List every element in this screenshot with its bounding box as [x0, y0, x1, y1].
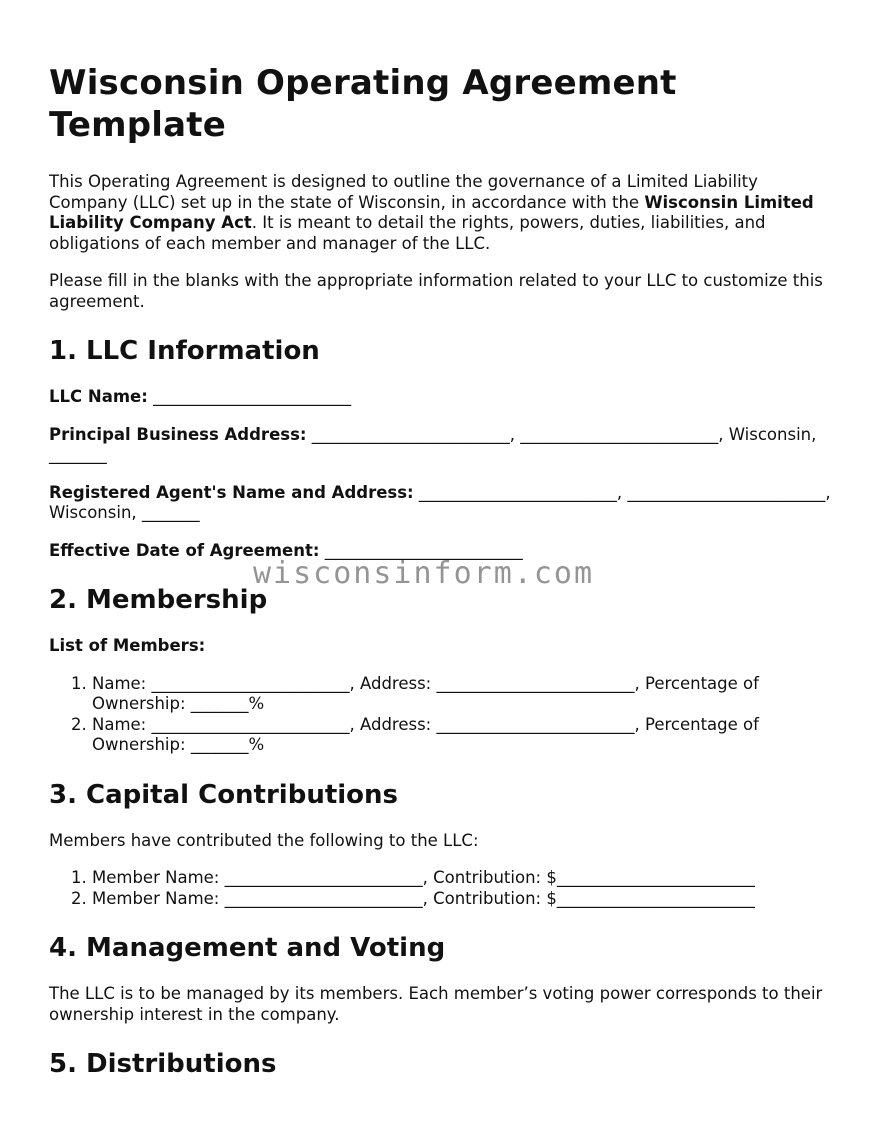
registered-agent-field [49, 483, 839, 524]
section-heading-distributions: 5. Distributions [49, 1049, 277, 1079]
llc-name-field [49, 387, 839, 408]
list-item: 1. Name: ________________________, Address: ________________________, Percentage of Ownership: _______% [92, 674, 839, 715]
intro-text-2: . It is meant to detail the rights, powers, duties, liabilities, and obligations of each member and manager of the LLC. [49, 213, 766, 253]
section-heading-llc-info: 1. LLC Information [49, 336, 320, 366]
llc-name-blank: ________________________ [153, 387, 352, 406]
registered-agent-blank: ________________________, ________________________, Wisconsin, _______ [49, 482, 831, 522]
llc-name-label: LLC Name: [49, 387, 148, 406]
principal-address-field [49, 425, 839, 466]
members-list-label-row [49, 636, 839, 657]
effective-date-blank: ________________________ [324, 540, 523, 560]
list-item: 2. Name: ________________________, Address: ________________________, Percentage of Ownership: _______% [92, 715, 839, 756]
management-text: The LLC is to be managed by its members. Each member’s voting power corresponds to their ownership interest in the company. [49, 984, 823, 1024]
watermark: wisconsinform.com [253, 556, 595, 591]
registered-agent-label: Registered Agent's Name and Address: [49, 482, 414, 502]
section-heading-membership: 2. Membership [49, 585, 268, 615]
effective-date-label: Effective Date of Agreement: [49, 540, 320, 560]
members-list [49, 674, 839, 756]
page-title: Wisconsin Operating Agreement Template [49, 63, 677, 145]
act-name: Wisconsin Limited Liability Company Act [49, 192, 814, 232]
members-list-label: List of Members: [49, 636, 206, 655]
instructions-paragraph: Please fill in the blanks with the appropriate information related to your LLC to customize this agreement. [49, 271, 823, 311]
section-heading-capital: 3. Capital Contributions [49, 779, 399, 810]
intro-text-1: This Operating Agreement is designed to outline the governance of a Limited Liability Company (LLC) set up in the state of Wisconsin, in accordance with the [49, 172, 758, 212]
capital-intro: Members have contributed the following to the LLC: [49, 830, 479, 850]
intro-paragraph [49, 172, 839, 254]
principal-address-blank: ________________________, ________________________, Wisconsin, _______ [49, 424, 817, 464]
list-item: 2. Member Name: ________________________, Contribution: $________________________ [92, 889, 839, 910]
section-heading-management: 4. Management and Voting [49, 933, 446, 963]
list-item: 1. Member Name: ________________________, Contribution: $________________________ [92, 868, 839, 889]
contributions-list [49, 868, 839, 909]
principal-address-label: Principal Business Address: [49, 424, 307, 444]
